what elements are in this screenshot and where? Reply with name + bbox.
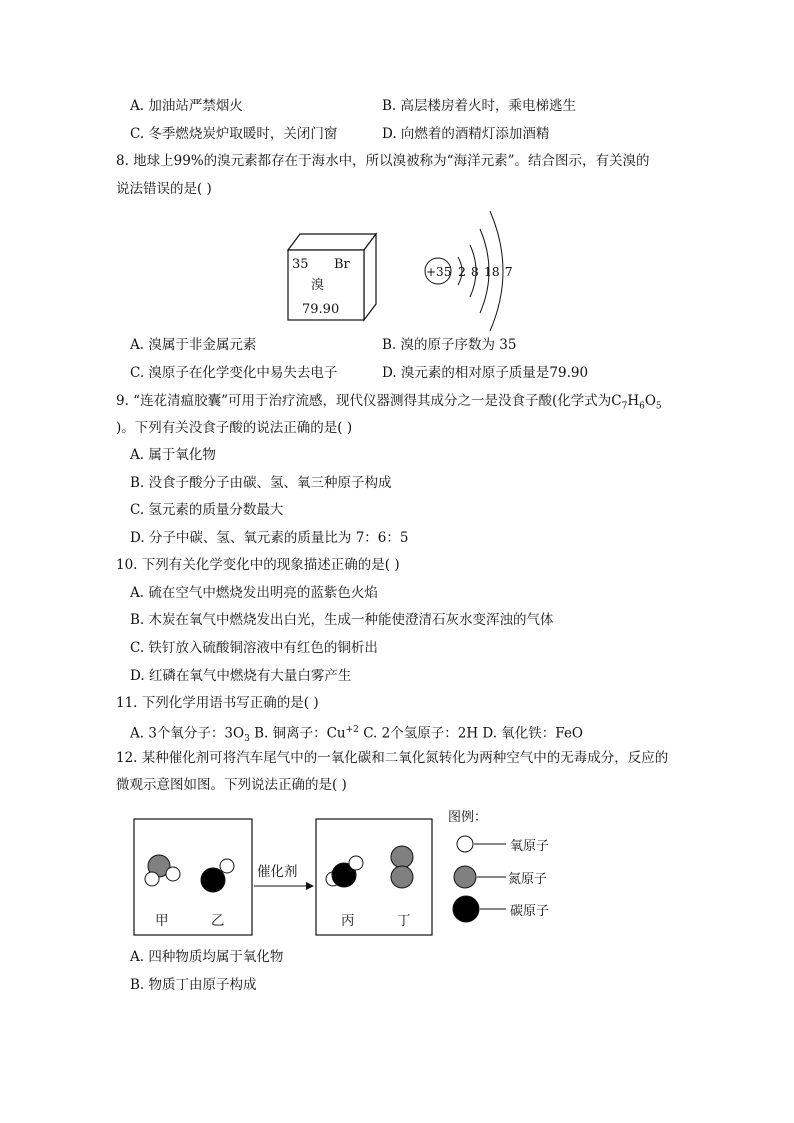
q12-option-b: B. 物质丁由原子构成 (130, 977, 257, 993)
q7-option-a: A. 加油站严禁烟火 (130, 98, 243, 114)
oxygen-atom (145, 872, 159, 886)
oxygen-atom (349, 856, 363, 870)
q10-option-d: D. 红磷在氧气中燃烧有大量白雾产生 (130, 668, 352, 684)
label-bing: 丙 (341, 913, 355, 929)
q8-option-a: A. 溴属于非金属元素 (130, 337, 257, 353)
q10-option-c: C. 铁钉放入硫酸铜溶液中有红色的铜析出 (130, 640, 378, 656)
q12-stem-line1: 12. 某种催化剂可将汽车尾气中的一氧化碳和二氧化氮转化为两种空气中的无毒成分，反应的 (116, 750, 669, 766)
formula-o: O (644, 393, 656, 409)
q9-stem-text: 9. “连花清瘟胶囊”可用于治疗流感，现代仪器测得其成分之一是没食子酸(化学式为C (116, 393, 622, 409)
q9-option-c: C. 氢元素的质量分数最大 (130, 502, 284, 518)
q9-option-b: B. 没食子酸分子由碳、氢、氧三种原子构成 (130, 475, 392, 491)
q12-stem-line2: 微观示意图如图。下列说法正确的是( ) (116, 777, 347, 793)
oxygen-atom (220, 859, 234, 873)
q11-options (130, 721, 583, 748)
formula-h: H (627, 393, 640, 409)
atom-nucleus-charge: +35 (426, 265, 452, 279)
legend-carbon-label: 碳原子 (510, 904, 550, 919)
q10-option-a: A. 硫在空气中燃烧发出明亮的蓝紫色火焰 (130, 585, 378, 601)
q9-stem-line1 (116, 392, 662, 416)
nitrogen-atom (391, 846, 413, 868)
label-jia: 甲 (155, 913, 169, 929)
q11-stem: 11. 下列化学用语书写正确的是( ) (116, 695, 319, 711)
q8-stem-line1: 8. 地球上99%的溴元素都存在于海水中，所以溴被称为“海洋元素”。结合图示，有关溴的 (116, 153, 650, 169)
q11-option-b-superscript: +2 (345, 725, 359, 735)
cell-symbol: Br (334, 257, 350, 272)
oxygen-atom (166, 867, 180, 881)
q7-option-b: B. 高层楼房着火时，乘电梯逃生 (382, 98, 577, 114)
formula-h-subscript: 6 (639, 401, 645, 412)
legend-oxygen-label: 氧原子 (510, 839, 550, 854)
carbon-atom (201, 868, 225, 892)
label-ding: 丁 (397, 913, 411, 929)
q7-option-c: C. 冬季燃烧炭炉取暖时，关闭门窗 (130, 126, 338, 142)
q11-option-a-subscript: 3 (244, 734, 250, 745)
q11-option-cd: C. 2个氢原子：2H D. 氧化铁：FeO (358, 725, 583, 742)
legend-oxygen-icon (457, 836, 473, 852)
legend-nitrogen-icon (454, 866, 476, 888)
q7-option-d: D. 向燃着的酒精灯添加酒精 (382, 126, 550, 142)
legend-title: 图例： (448, 810, 488, 825)
formula-o-subscript: 5 (655, 401, 662, 412)
cell-atomic-number: 35 (292, 257, 309, 272)
catalyst-label: 催化剂 (257, 864, 298, 880)
q12-option-a: A. 四种物质均属于氧化物 (130, 949, 284, 965)
q8-stem-line2: 说法错误的是( ) (116, 181, 212, 197)
q11-option-b: B. 铜离子：Cu (249, 725, 346, 742)
cell-name: 溴 (311, 278, 325, 293)
cell-mass: 79.90 (302, 302, 340, 317)
atom-shell-electrons: 2 8 18 7 (458, 264, 513, 279)
nitrogen-atom (391, 866, 413, 888)
legend-carbon-icon (453, 896, 479, 922)
formula-c-subscript: 7 (621, 401, 628, 412)
label-yi: 乙 (211, 913, 225, 929)
q8-option-c: C. 溴原子在化学变化中易失去电子 (130, 365, 338, 381)
q9-stem-line2: )。下列有关没食子酸的说法正确的是( ) (116, 420, 353, 436)
q8-option-b: B. 溴的原子序数为 35 (382, 337, 517, 353)
legend-symbols (450, 830, 510, 925)
q9-option-a: A. 属于氧化物 (130, 447, 216, 463)
q9-option-d: D. 分子中碳、氢、氧元素的质量比为 7：6：5 (130, 530, 409, 546)
q8-option-d: D. 溴元素的相对原子质量是79.90 (382, 365, 589, 381)
q10-stem: 10. 下列有关化学变化中的现象描述正确的是( ) (116, 557, 400, 573)
q10-option-b: B. 木炭在氧气中燃烧发出白光，生成一种能使澄清石灰水变浑浊的气体 (130, 612, 554, 628)
legend-nitrogen-label: 氮原子 (508, 872, 548, 887)
q11-option-a: A. 3个氧分子：3O (130, 725, 245, 742)
